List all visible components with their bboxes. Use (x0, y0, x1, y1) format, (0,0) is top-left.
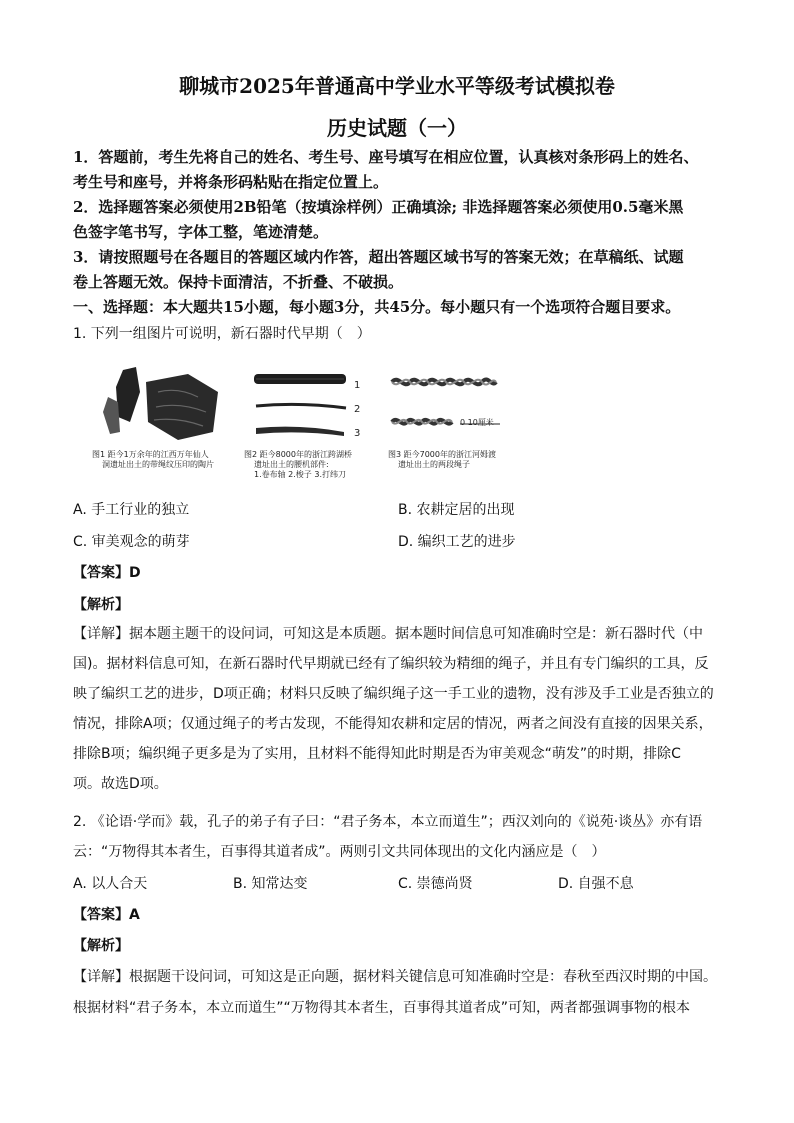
loom-part-label: 2 (354, 404, 361, 415)
figure-2-caption: 遗址出土的腰机部件: (254, 460, 329, 469)
instruction-line: 3．请按照题号在各题目的答题区域内作答，超出答题区域书写的答案无效；在草稿纸、试题 (73, 248, 684, 266)
q2-option-c[interactable]: C. 崇德尚贤 (398, 876, 473, 892)
figure-2-caption: 1.卷布轴 2.梭子 3.打纬刀 (254, 470, 346, 479)
exam-subtitle: 历史试题（一） (327, 116, 467, 140)
loom-part-label: 3 (354, 428, 361, 439)
q2-analysis-label: 【解析】 (73, 938, 129, 954)
q1-option-d[interactable]: D. 编织工艺的进步 (398, 534, 516, 550)
q1-detail-line: 【详解】据本题主题干的设问词，可知这是本质题。据本题时间信息可知准确时空是：新石器时代（中 (73, 626, 703, 642)
q1-detail-line: 映了编织工艺的进步，D项正确；材料只反映了编织绳子这一手工业的遗物，没有涉及手工业是否独立的 (73, 686, 714, 702)
q1-detail-line: 情况，排除A项；仅通过绳子的考古发现，不能得知农耕和定居的情况，两者之间没有直接的因果关系， (73, 716, 713, 732)
q1-analysis-label: 【解析】 (73, 597, 129, 613)
q1-detail-line: 项。故选D项。 (73, 776, 168, 792)
question-1-stem: 1. 下列一组图片可说明，新石器时代早期（ ） (73, 326, 371, 342)
q2-detail-line: 【详解】根据题干设问词，可知这是正向题，据材料关键信息可知准确时空是：春秋至西汉时期的中国。 (73, 969, 717, 985)
scale-bar-label: 0 10厘米 (460, 418, 494, 427)
q2-detail-line: 根据材料“君子务本，本立而道生”“万物得其本者生，百事得其道者成”可知，两者都强调事物的根本 (73, 1000, 691, 1016)
q2-option-b[interactable]: B. 知常达变 (233, 876, 308, 892)
q2-answer: 【答案】A (73, 907, 140, 923)
instruction-line: 1．答题前，考生先将自己的姓名、考生号、座号填写在相应位置，认真核对条形码上的姓名、 (73, 148, 699, 166)
question-2-stem: 2. 《论语·学而》载，孔子的弟子有子曰：“君子务本，本立而道生”；西汉刘向的《说苑·谈丛》亦有语 (73, 814, 703, 830)
pottery-shards-image (88, 362, 238, 447)
instruction-line: 卷上答题无效。保持卡面清洁，不折叠、不破损。 (73, 273, 404, 291)
figure-1-caption: 洞遗址出土的带绳纹压印的陶片 (102, 460, 214, 469)
instruction-line: 色签字笔书写，字体工整，笔迹清楚。 (73, 223, 329, 241)
figure-1-pottery (88, 362, 238, 472)
question-2-stem: 云：“万物得其本者生，百事得其道者成”。两则引文共同体现出的文化内涵应是（ ） (73, 844, 606, 860)
q1-option-b[interactable]: B. 农耕定居的出现 (398, 502, 515, 518)
figure-3-caption: 图3 距今7000年的浙江河姆渡 (388, 450, 496, 459)
loom-part-label: 1 (354, 380, 361, 391)
figure-3-ropes (388, 362, 518, 472)
q1-option-c[interactable]: C. 审美观念的萌芽 (73, 534, 190, 550)
figure-2-loom-parts (240, 362, 380, 479)
q2-option-d[interactable]: D. 自强不息 (558, 876, 634, 892)
q1-answer: 【答案】D (73, 565, 141, 581)
q1-option-a[interactable]: A. 手工行业的独立 (73, 502, 190, 518)
loom-parts-image (240, 362, 370, 447)
instruction-line: 考生号和座号，并将条形码粘贴在指定位置上。 (73, 173, 389, 191)
figure-3-caption: 遗址出土的两段绳子 (398, 460, 470, 469)
q2-option-a[interactable]: A. 以人合天 (73, 876, 148, 892)
section-heading: 一、选择题：本大题共15小题，每小题3分，共45分。每小题只有一个选项符合题目要求。 (73, 298, 681, 316)
q1-detail-line: 国)。据材料信息可知，在新石器时代早期就已经有了编织较为精细的绳子，并且有专门编织的工具，反 (73, 656, 709, 672)
figure-1-caption: 图1 距今1万余年的江西万年仙人 (92, 450, 209, 459)
instruction-line: 2．选择题答案必须使用2B铅笔（按填涂样例）正确填涂; 非选择题答案必须使用0.5毫米黑 (73, 198, 684, 216)
figure-2-caption: 图2 距今8000年的浙江跨湖桥 (244, 450, 352, 459)
q1-detail-line: 排除B项；编织绳子更多是为了实用，且材料不能得知此时期是否为审美观念“萌发”的时期，排除C (73, 746, 681, 762)
exam-title: 聊城市2025年普通高中学业水平等级考试模拟卷 (179, 74, 615, 98)
